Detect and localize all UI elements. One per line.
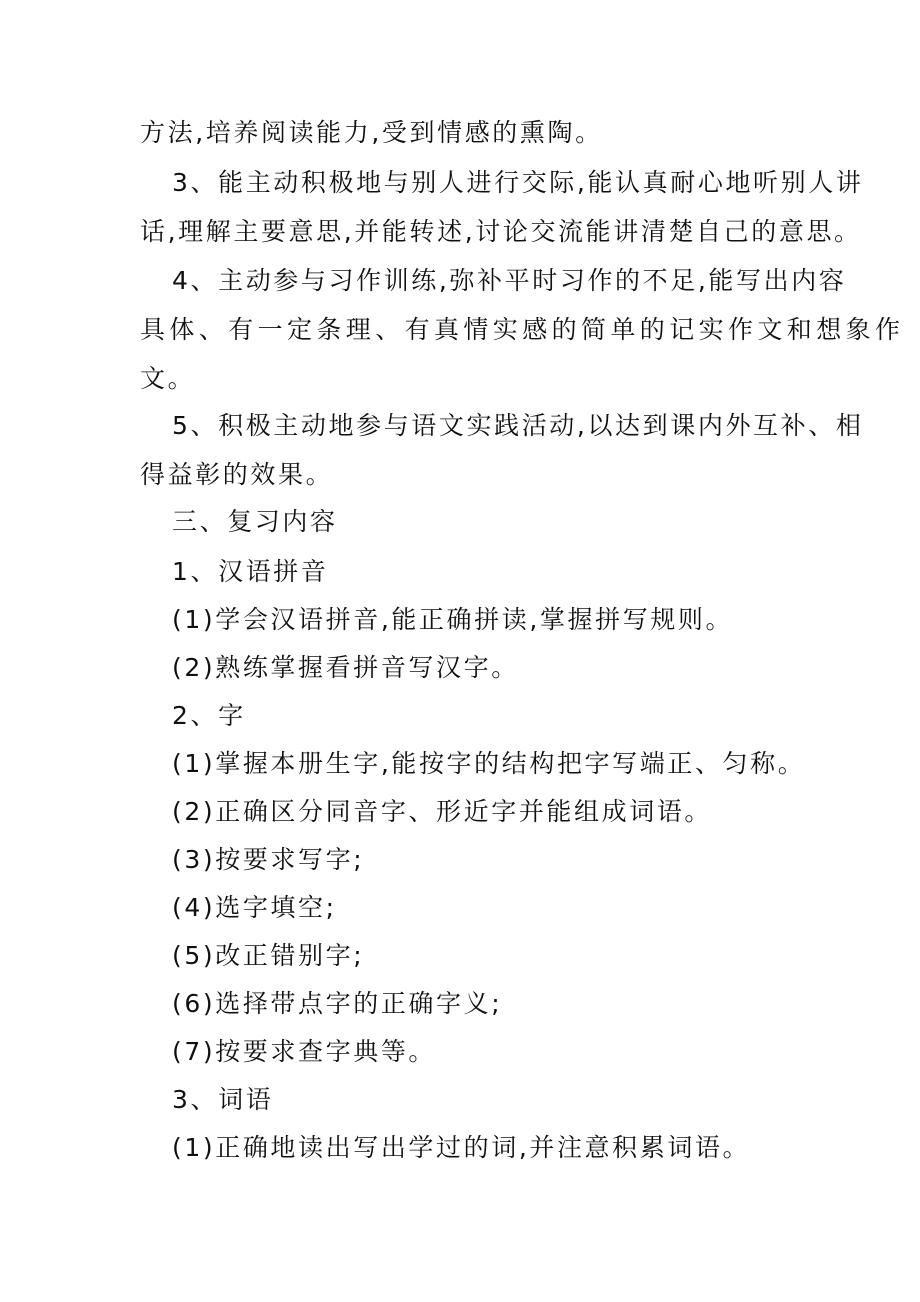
list-item: (1)正确地读出写出学过的词,并注意积累词语。: [172, 1133, 751, 1162]
list-item: (3)按要求写字;: [172, 845, 365, 874]
paragraph-line: 文。: [140, 364, 196, 393]
list-item: (6)选择带点字的正确字义;: [172, 989, 503, 1018]
paragraph-line: 5、积极主动地参与语文实践活动,以达到课内外互补、相: [172, 411, 864, 440]
list-item: (4)选字填空;: [172, 893, 337, 922]
list-item: (1)学会汉语拼音,能正确拼读,掌握拼写规则。: [172, 605, 734, 634]
paragraph-line: 得益彰的效果。: [140, 460, 334, 489]
section-heading: 三、复习内容: [172, 507, 338, 536]
subsection-heading: 3、词语: [172, 1085, 274, 1114]
paragraph-line: 方法,培养阅读能力,受到情感的熏陶。: [140, 118, 603, 147]
subsection-heading: 2、字: [172, 701, 246, 730]
paragraph-line: 4、主动参与习作训练,弥补平时习作的不足,能写出内容: [172, 266, 847, 295]
subsection-heading: 1、汉语拼音: [172, 557, 329, 586]
paragraph-line: 3、能主动积极地与别人进行交际,能认真耐心地听别人讲: [172, 168, 864, 197]
list-item: (2)正确区分同音字、形近字并能组成词语。: [172, 797, 713, 826]
list-item: (2)熟练掌握看拼音写汉字。: [172, 653, 519, 682]
list-item: (7)按要求查字典等。: [172, 1037, 437, 1066]
list-item: (1)掌握本册生字,能按字的结构把字写端正、匀称。: [172, 749, 806, 778]
list-item: (5)改正错别字;: [172, 941, 365, 970]
paragraph-line: 话,理解主要意思,并能转述,讨论交流能讲清楚自己的意思。: [140, 217, 862, 246]
paragraph-line: 具体、有一定条理、有真情实感的简单的记实作文和想象作: [140, 315, 905, 344]
